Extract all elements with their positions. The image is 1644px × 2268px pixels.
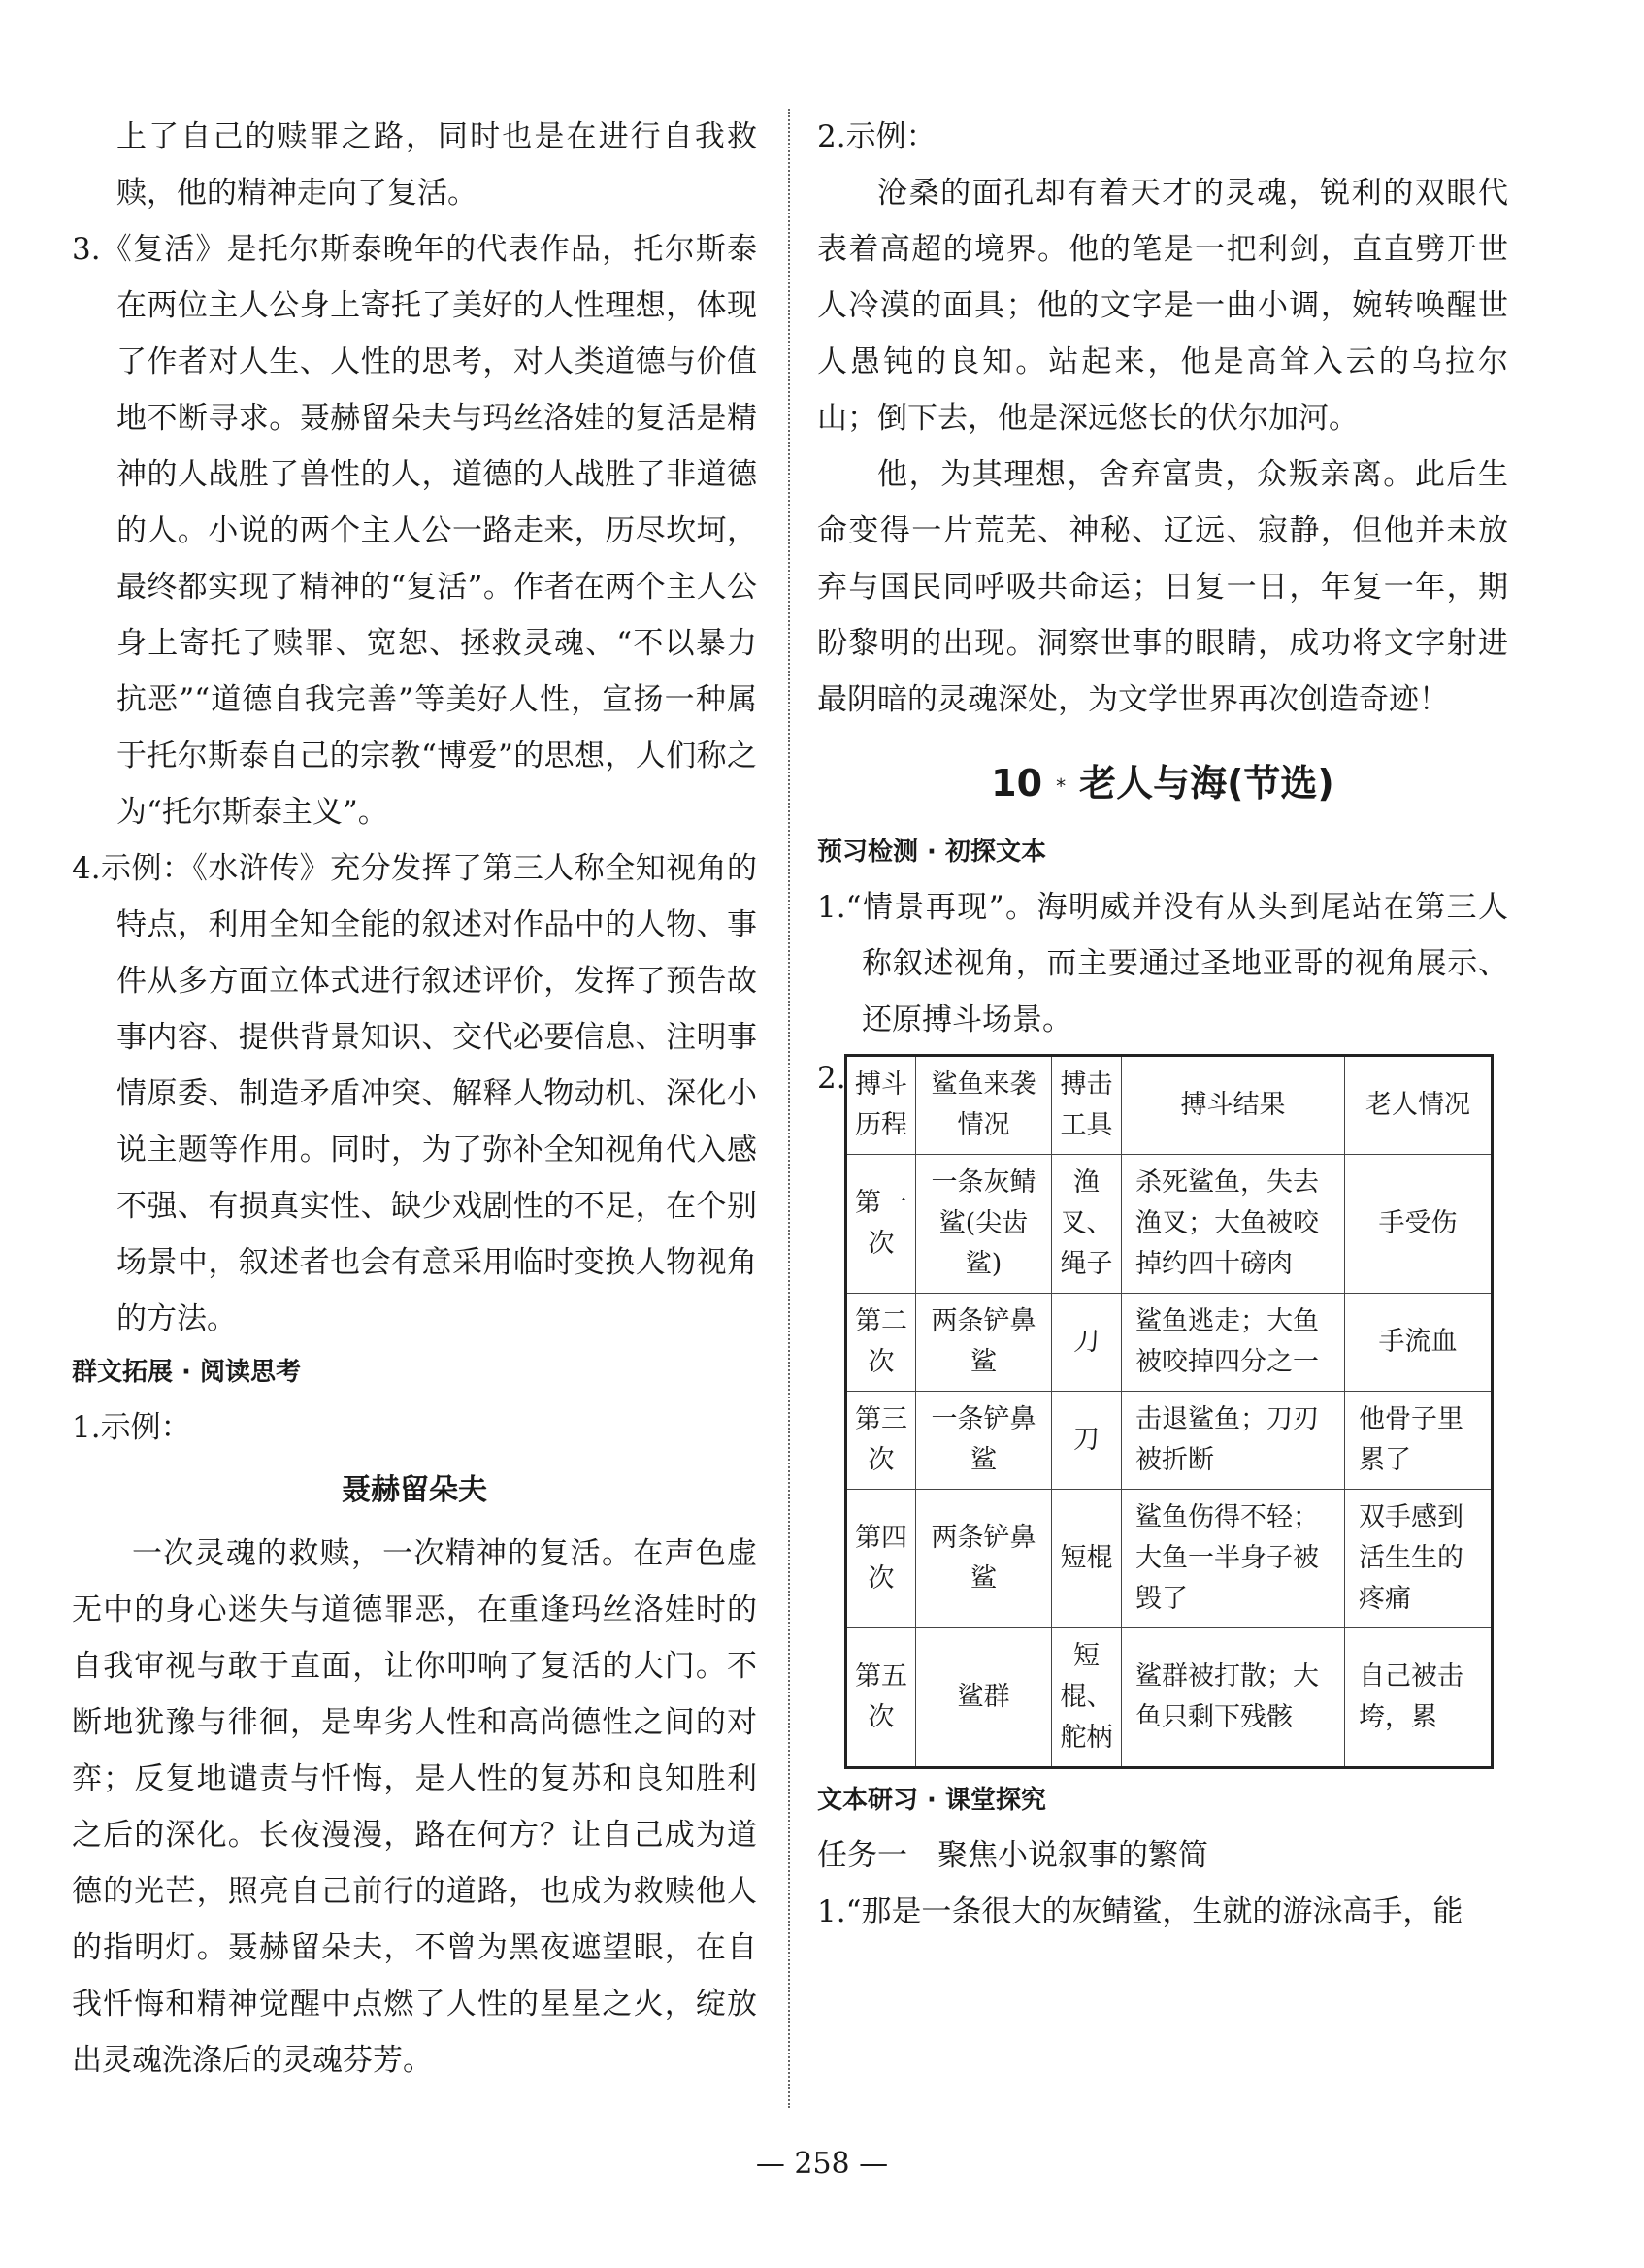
page-number: — 258 — bbox=[755, 2147, 889, 2181]
table-cell: 鲨群被打散；大鱼只剩下残骸 bbox=[1122, 1628, 1345, 1768]
table-header-cell: 老人情况 bbox=[1345, 1056, 1493, 1155]
answer-item-4: 4.示例：《水浒传》充分发挥了第三人称全知视角的特点，利用全知全能的叙述对作品中的人物、事件从多方面立体式进行叙述评价，发挥了预告故事内容、提供背景知识、交代必要信息、注明事情原委、制造矛盾冲突、解释人物动机、深化小说主题等作用。同时，为了弥补全知视角代入感不强、有损真实性、缺少戏剧性的不足，在个别场景中，叙述者也会有意采用临时变换人物视角的方法。 bbox=[72, 851, 757, 1336]
table-row bbox=[846, 1155, 1493, 1294]
table-cell: 第五次 bbox=[846, 1628, 916, 1768]
table-cell: 刀 bbox=[1052, 1392, 1122, 1490]
table-cell: 鲨鱼伤得不轻；大鱼一半身子被毁了 bbox=[1122, 1490, 1345, 1628]
table-cell: 两条铲鼻鲨 bbox=[916, 1490, 1052, 1628]
table-header-cell: 搏斗历程 bbox=[846, 1056, 916, 1155]
table-row bbox=[846, 1490, 1493, 1628]
answer-continuation: 上了自己的赎罪之路，同时也是在进行自我救赎，他的精神走向了复活。 bbox=[116, 119, 757, 211]
task1-item-1: 1.“那是一条很大的灰鲭鲨，生就的游泳高手，能 bbox=[817, 1894, 1463, 1929]
chapter-star: * bbox=[1056, 774, 1067, 798]
chapter-title: 老人与海(节选) bbox=[1079, 762, 1334, 805]
table-cell: 他骨子里累了 bbox=[1345, 1392, 1493, 1490]
table-cell: 一条灰鲭鲨(尖齿鲨) bbox=[916, 1155, 1052, 1294]
table-row bbox=[846, 1392, 1493, 1490]
example1-label: 1.示例： bbox=[72, 1410, 191, 1445]
table-number: 2. bbox=[817, 1061, 846, 1096]
table-header-cell: 搏斗结果 bbox=[1122, 1056, 1345, 1155]
table-cell: 短棍 bbox=[1052, 1490, 1122, 1628]
table-header-cell: 搏击工具 bbox=[1052, 1056, 1122, 1155]
table-cell: 短棍、舵柄 bbox=[1052, 1628, 1122, 1768]
column-divider bbox=[788, 109, 790, 2108]
table-cell: 两条铲鼻鲨 bbox=[916, 1294, 1052, 1392]
table-cell: 第四次 bbox=[846, 1490, 916, 1628]
table-header-row bbox=[846, 1056, 1493, 1155]
example1-body: 一次灵魂的救赎，一次精神的复活。在声色虚无中的身心迷失与道德罪恶，在重逢玛丝洛娃时的自我审视与敢于直面，让你叩响了复活的大门。不断地犹豫与徘徊，是卑劣人性和高尚德性之间的对弈；反复地谴责与忏悔，是人性的复苏和良知胜利之后的深化。长夜漫漫，路在何方？让自己成为道德的光芒，照亮自己前行的道路，也成为救赎他人的指明灯。聂赫留朵夫，不曾为黑夜遮望眼，在自我忏悔和精神觉醒中点燃了人性的星星之火，绽放出灵魂洗涤后的灵魂芬芳。 bbox=[72, 1536, 757, 2078]
example2-paragraph-2: 他，为其理想，舍弃富贵，众叛亲离。此后生命变得一片荒芜、神秘、辽远、寂静，但他并未放弃与国民同呼吸共命运；日复一日，年复一年，期盼黎明的出现。洞察世事的眼睛，成功将文字射进最阴暗的灵魂深处，为文学世界再次创造奇迹！ bbox=[817, 457, 1508, 717]
example1-title: 聂赫留朵夫 bbox=[342, 1473, 487, 1507]
table-cell: 一条铲鼻鲨 bbox=[916, 1392, 1052, 1490]
table-cell: 渔叉、绳子 bbox=[1052, 1155, 1122, 1294]
section-heading-reading: 群文拓展 · 阅读思考 bbox=[72, 1358, 301, 1387]
table-cell: 击退鲨鱼；刀刃被折断 bbox=[1122, 1392, 1345, 1490]
table-cell: 手受伤 bbox=[1345, 1155, 1493, 1294]
table-header-cell: 鲨鱼来袭情况 bbox=[916, 1056, 1052, 1155]
table-row bbox=[846, 1628, 1493, 1768]
table-cell: 手流血 bbox=[1345, 1294, 1493, 1392]
table-cell: 第二次 bbox=[846, 1294, 916, 1392]
section-heading-study: 文本研习 · 课堂探究 bbox=[817, 1786, 1046, 1815]
example2-paragraph-1: 沧桑的面孔却有着天才的灵魂，锐利的双眼代表着高超的境界。他的笔是一把利剑，直直劈开世人冷漠的面具；他的文字是一曲小调，婉转唤醒世人愚钝的良知。站起来，他是高耸入云的乌拉尔山；倒下去，他是深远悠长的伏尔加河。 bbox=[817, 176, 1508, 436]
table-cell: 杀死鲨鱼，失去渔叉；大鱼被咬掉约四十磅肉 bbox=[1122, 1155, 1345, 1294]
answer-item-3: 3.《复活》是托尔斯泰晚年的代表作品，托尔斯泰在两位主人公身上寄托了美好的人性理想，体现了作者对人生、人性的思考，对人类道德与价值地不断寻求。聂赫留朵夫与玛丝洛娃的复活是精神的人战胜了兽性的人，道德的人战胜了非道德的人。小说的两个主人公一路走来，历尽坎坷，最终都实现了精神的“复活”。作者在两个主人公身上寄托了赎罪、宽恕、拯救灵魂、“不以暴力抗恶”“道德自我完善”等美好人性，宣扬一种属于托尔斯泰自己的宗教“博爱”的思想，人们称之为“托尔斯泰主义”。 bbox=[72, 232, 757, 830]
task1-heading: 任务一 聚焦小说叙事的繁简 bbox=[817, 1838, 1208, 1873]
table-cell: 刀 bbox=[1052, 1294, 1122, 1392]
table-cell: 第三次 bbox=[846, 1392, 916, 1490]
table-cell: 自己被击垮，累 bbox=[1345, 1628, 1493, 1768]
table-block bbox=[817, 1054, 1508, 1769]
chapter-heading bbox=[817, 751, 1508, 815]
section-heading-preview: 预习检测 · 初探文本 bbox=[817, 838, 1046, 867]
chapter-number: 10 bbox=[991, 762, 1043, 805]
preview-item-1: 1.“情景再现”。海明威并没有从头到尾站在第三人称叙述视角，而主要通过圣地亚哥的视角展示、还原搏斗场景。 bbox=[817, 890, 1508, 1037]
table-cell: 鲨鱼逃走；大鱼被咬掉四分之一 bbox=[1122, 1294, 1345, 1392]
fight-table bbox=[844, 1054, 1494, 1769]
right-column bbox=[817, 109, 1508, 1940]
left-column bbox=[72, 109, 757, 2088]
table-cell: 双手感到活生生的疼痛 bbox=[1345, 1490, 1493, 1628]
table-row bbox=[846, 1294, 1493, 1392]
table-cell: 第一次 bbox=[846, 1155, 916, 1294]
table-cell: 鲨群 bbox=[916, 1628, 1052, 1768]
example2-label: 2.示例： bbox=[817, 119, 937, 154]
